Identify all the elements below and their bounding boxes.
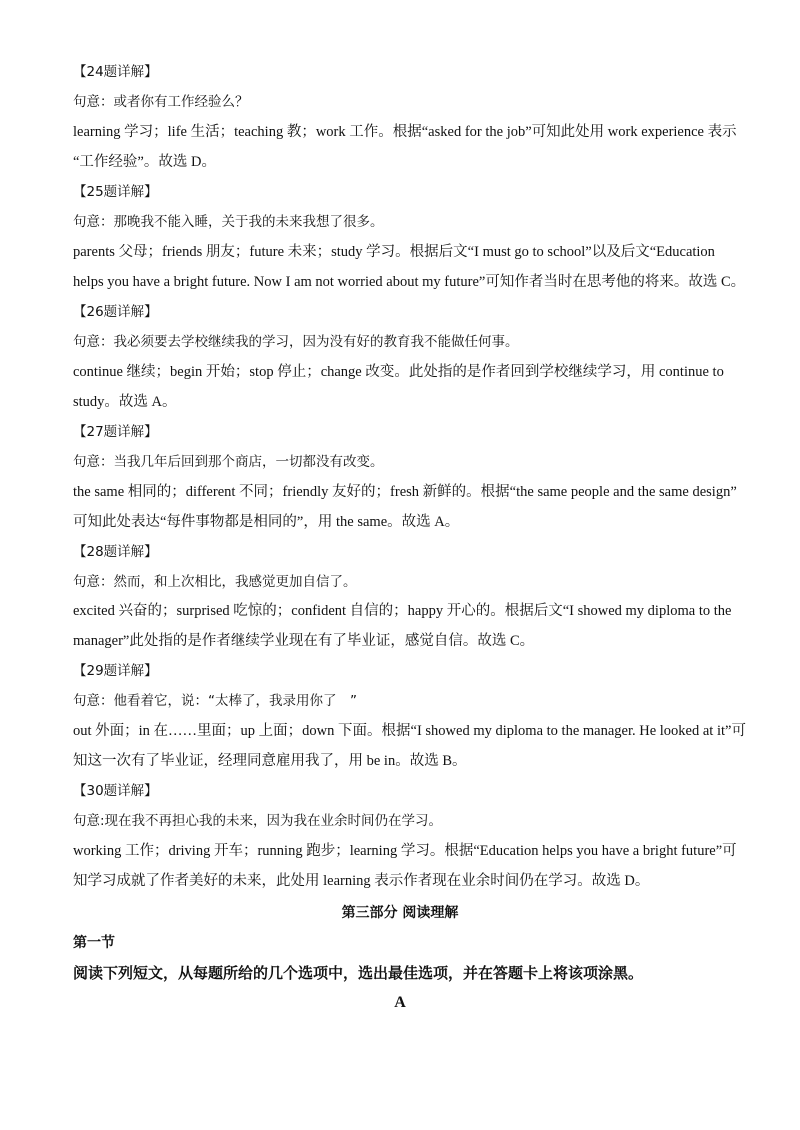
q25-heading: 【25题详解】 (73, 184, 158, 200)
q25-meaning: 句意：那晚我不能入睡，关于我的未来我想了很多。 (73, 214, 384, 230)
q26-explanation-line-1: continue 继续；begin 开始；stop 停止；change 改变。此处指的是作者回到学校继续学习，用 continue to (73, 364, 724, 380)
q29-meaning: 句意：他看着它，说：“太棒了，我录用你了 ” (73, 693, 357, 709)
part-title: 第三部分 阅读理解 (341, 905, 459, 921)
q29-explanation-line-1: out 外面；in 在……里面；up 上面；down 下面。根据“I showed my diploma to the manager. He looked at it”可 (73, 723, 746, 739)
q28-explanation-line-1: excited 兴奋的；surprised 吃惊的；confident 自信的；happy 开心的。根据后文“I showed my diploma to the (73, 603, 732, 619)
q24-explanation-line-2: “工作经验”。故选 D。 (73, 154, 216, 170)
q27-heading: 【27题详解】 (73, 424, 158, 440)
q30-heading: 【30题详解】 (73, 783, 158, 799)
q26-heading: 【26题详解】 (73, 304, 158, 320)
q28-heading: 【28题详解】 (73, 544, 158, 560)
q24-heading: 【24题详解】 (73, 64, 158, 80)
q29-heading: 【29题详解】 (73, 663, 158, 679)
q30-explanation-line-2: 知学习成就了作者美好的未来，此处用 learning 表示作者现在业余时间仍在学习。故选 D。 (73, 873, 650, 889)
q30-explanation-line-1: working 工作；driving 开车；running 跑步；learning 学习。根据“Education helps you have a bright future”可 (73, 843, 737, 859)
instruction-text: 阅读下列短文，从每题所给的几个选项中，选出最佳选项，并在答题卡上将该项涂黑。 (73, 964, 644, 982)
subsection-title: 第一节 (73, 935, 115, 951)
q26-meaning: 句意：我必须要去学校继续我的学习，因为没有好的教育我不能做任何事。 (73, 334, 519, 350)
q29-explanation-line-2: 知这一次有了毕业证，经理同意雇用我了，用 be in。故选 B。 (73, 753, 467, 769)
q28-explanation-line-2: manager”此处指的是作者继续学业现在有了毕业证，感觉自信。故选 C。 (73, 633, 535, 649)
q25-explanation-line-2: helps you have a bright future. Now I am not worried about my future”可知作者当时在思考他的将来。故选 C。 (73, 274, 746, 290)
q24-explanation-line-1: learning 学习；life 生活；teaching 教；work 工作。根据“asked for the job”可知此处用 work experience 表示 (73, 124, 737, 140)
q25-explanation-line-1: parents 父母；friends 朋友；future 未来；study 学习。根据后文“I must go to school”以及后文“Education (73, 244, 715, 260)
q27-explanation-line-1: the same 相同的；different 不同；friendly 友好的；fresh 新鲜的。根据“the same people and the same design” (73, 484, 737, 500)
q28-meaning: 句意：然而，和上次相比，我感觉更加自信了。 (73, 574, 357, 590)
q24-meaning: 句意：或者你有工作经验么？ (73, 94, 249, 110)
q27-meaning: 句意：当我几年后回到那个商店，一切都没有改变。 (73, 454, 384, 470)
q30-meaning: 句意:现在我不再担心我的未来，因为我在业余时间仍在学习。 (73, 813, 443, 829)
q26-explanation-line-2: study。故选 A。 (73, 394, 177, 410)
q27-explanation-line-2: 可知此处表达“每件事物都是相同的”，用 the same。故选 A。 (73, 514, 460, 530)
passage-label: A (394, 994, 406, 1011)
